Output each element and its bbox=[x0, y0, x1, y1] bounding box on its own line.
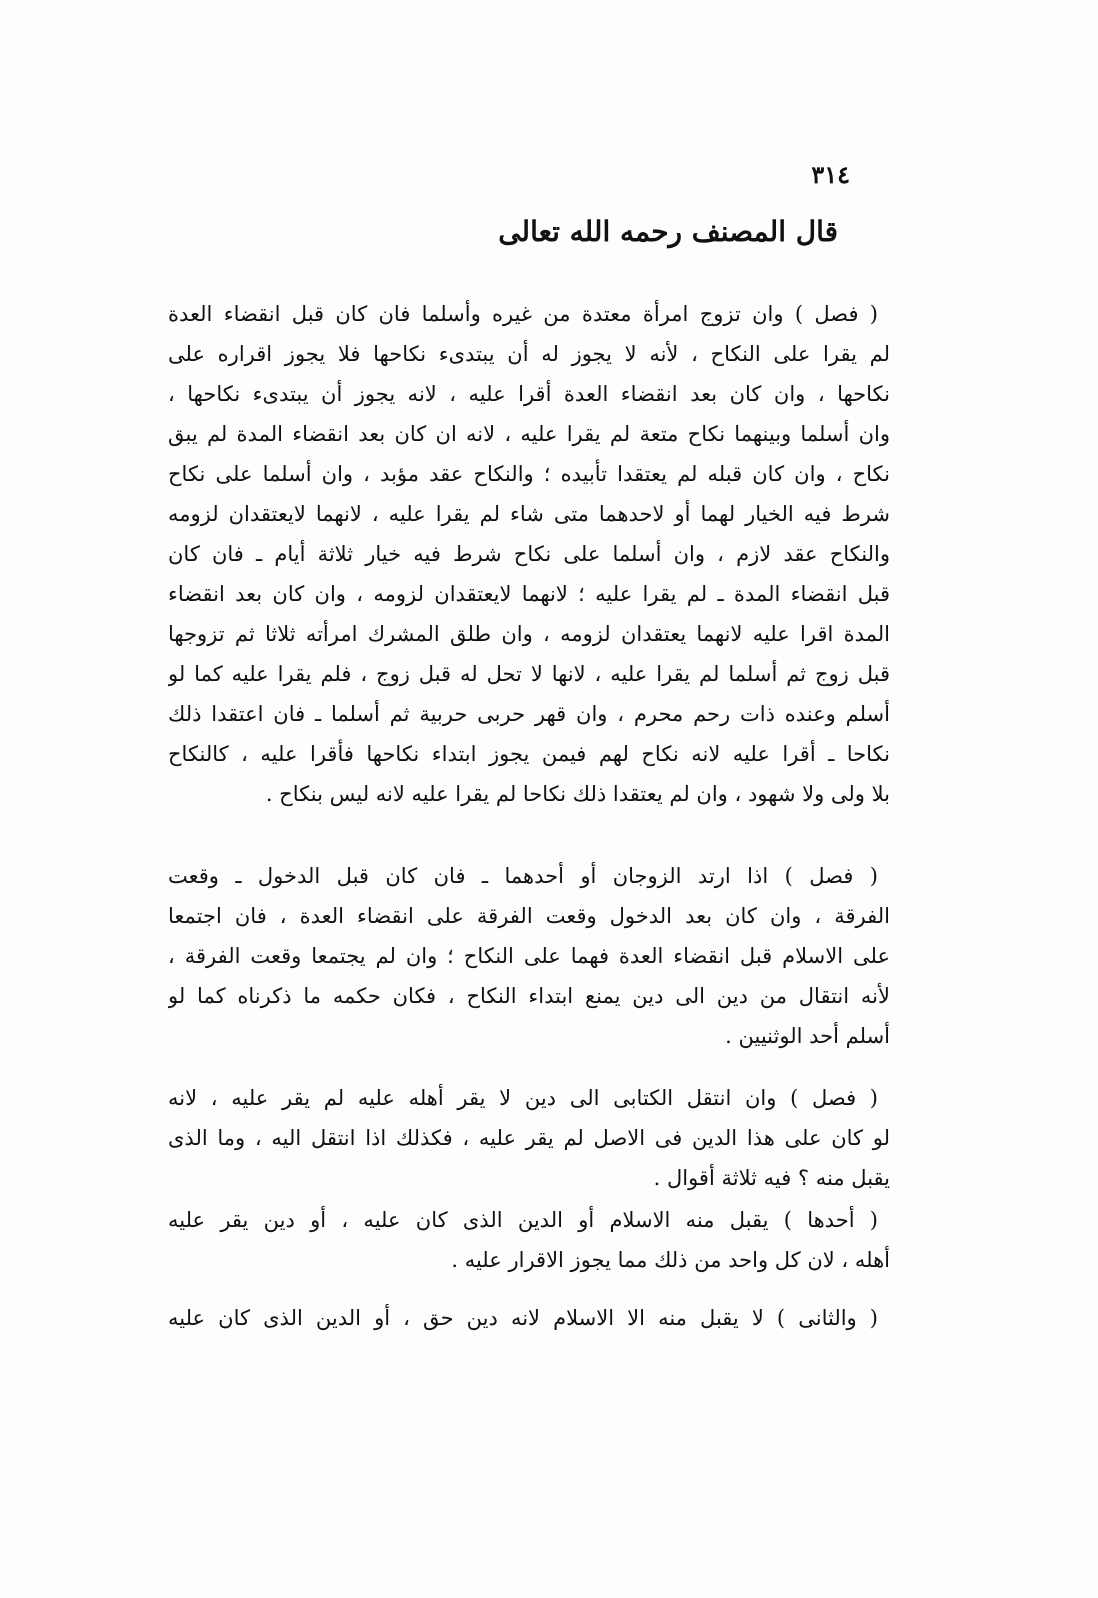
text-line: نكاح ، وان كان قبله لم يعتقدا تأبيده ؛ والنكاح عقد مؤبد ، وان أسلما على نكاح bbox=[168, 462, 890, 486]
text-line: أهله ، لان كل واحد من ذلك مما يجوز الاقرار عليه . bbox=[451, 1248, 890, 1272]
paragraph-2 bbox=[168, 856, 890, 1056]
text-line: شرط فيه الخيار لهما أو لاحدهما متى شاء لم يقرا عليه ، لانهما لايعتقدان لزومه bbox=[168, 502, 890, 526]
text-line: ( والثانى ) لا يقبل منه الا الاسلام لانه دين حق ، أو الدين الذى كان عليه bbox=[168, 1306, 878, 1330]
text-line: على الاسلام قبل انقضاء العدة فهما على النكاح ؛ وان لم يجتمعا وقعت الفرقة ، bbox=[168, 944, 890, 968]
text-line: قبل انقضاء المدة ـ لم يقرا عليه ؛ لانهما لايعتقدان لزومه ، وان كان بعد انقضاء bbox=[168, 582, 890, 606]
text-line: الفرقة ، وان كان بعد الدخول وقعت الفرقة على انقضاء العدة ، فان اجتمعا bbox=[168, 904, 890, 928]
text-line: يقبل منه ؟ فيه ثلاثة أقوال . bbox=[653, 1166, 890, 1190]
paragraph-5 bbox=[168, 1298, 890, 1338]
paragraph-1 bbox=[168, 294, 890, 814]
text-line: ( فصل ) وان انتقل الكتابى الى دين لا يقر أهله عليه لم يقر عليه ، لانه bbox=[168, 1086, 878, 1110]
text-line: نكاحها ، وان كان بعد انقضاء العدة أقرا عليه ، لانه يجوز أن يبتدىء نكاحها ، bbox=[168, 382, 890, 406]
text-line: والنكاح عقد لازم ، وان أسلما على نكاح شرط فيه خيار ثلاثة أيام ـ فان كان bbox=[168, 542, 890, 566]
text-line: ( فصل ) اذا ارتد الزوجان أو أحدهما ـ فان كان قبل الدخول ـ وقعت bbox=[168, 864, 878, 888]
paragraph-4 bbox=[168, 1200, 890, 1280]
text-line: أسلم وعنده ذات رحم محرم ، وان قهر حربى حربية ثم أسلما ـ فان اعتقدا ذلك bbox=[168, 702, 890, 726]
text-line: لم يقرا على النكاح ، لأنه لا يجوز له أن يبتدىء نكاحها فلا يجوز اقراره على bbox=[168, 342, 890, 366]
paragraph-3 bbox=[168, 1078, 890, 1198]
text-line: ( فصل ) وان تزوج امرأة معتدة من غيره وأسلما فان كان قبل انقضاء العدة bbox=[168, 302, 878, 326]
section-heading: قال المصنف رحمه الله تعالى bbox=[498, 215, 838, 248]
text-line: المدة اقرا عليه لانهما يعتقدان لزومه ، وان طلق المشرك امرأته ثلاثا ثم تزوجها bbox=[168, 622, 890, 646]
text-line: لأنه انتقال من دين الى دين يمنع ابتداء النكاح ، فكان حكمه ما ذكرناه كما لو bbox=[168, 984, 890, 1008]
text-line: أسلم أحد الوثنيين . bbox=[725, 1024, 890, 1048]
text-line: بلا ولى ولا شهود ، وان لم يعتقدا ذلك نكاحا لم يقرا عليه لانه ليس بنكاح . bbox=[265, 782, 890, 806]
text-line: وان أسلما وبينهما نكاح متعة لم يقرا عليه ، لانه ان كان بعد انقضاء المدة لم يبق bbox=[168, 422, 890, 446]
text-line: ( أحدها ) يقبل منه الاسلام أو الدين الذى كان عليه ، أو دين يقر عليه bbox=[168, 1208, 878, 1232]
text-line: لو كان على هذا الدين فى الاصل لم يقر عليه ، فكذلك اذا انتقل اليه ، وما الذى bbox=[168, 1126, 890, 1150]
text-line: قبل زوج ثم أسلما لم يقرا عليه ، لانها لا تحل له قبل زوج ، فلم يقرا عليه كما لو bbox=[168, 662, 890, 686]
page-number: ٣١٤ bbox=[811, 160, 850, 189]
text-line: نكاحا ـ أقرا عليه لانه نكاح لهم فيمن يجوز ابتداء نكاحها فأقرا عليه ، كالنكاح bbox=[168, 742, 890, 766]
